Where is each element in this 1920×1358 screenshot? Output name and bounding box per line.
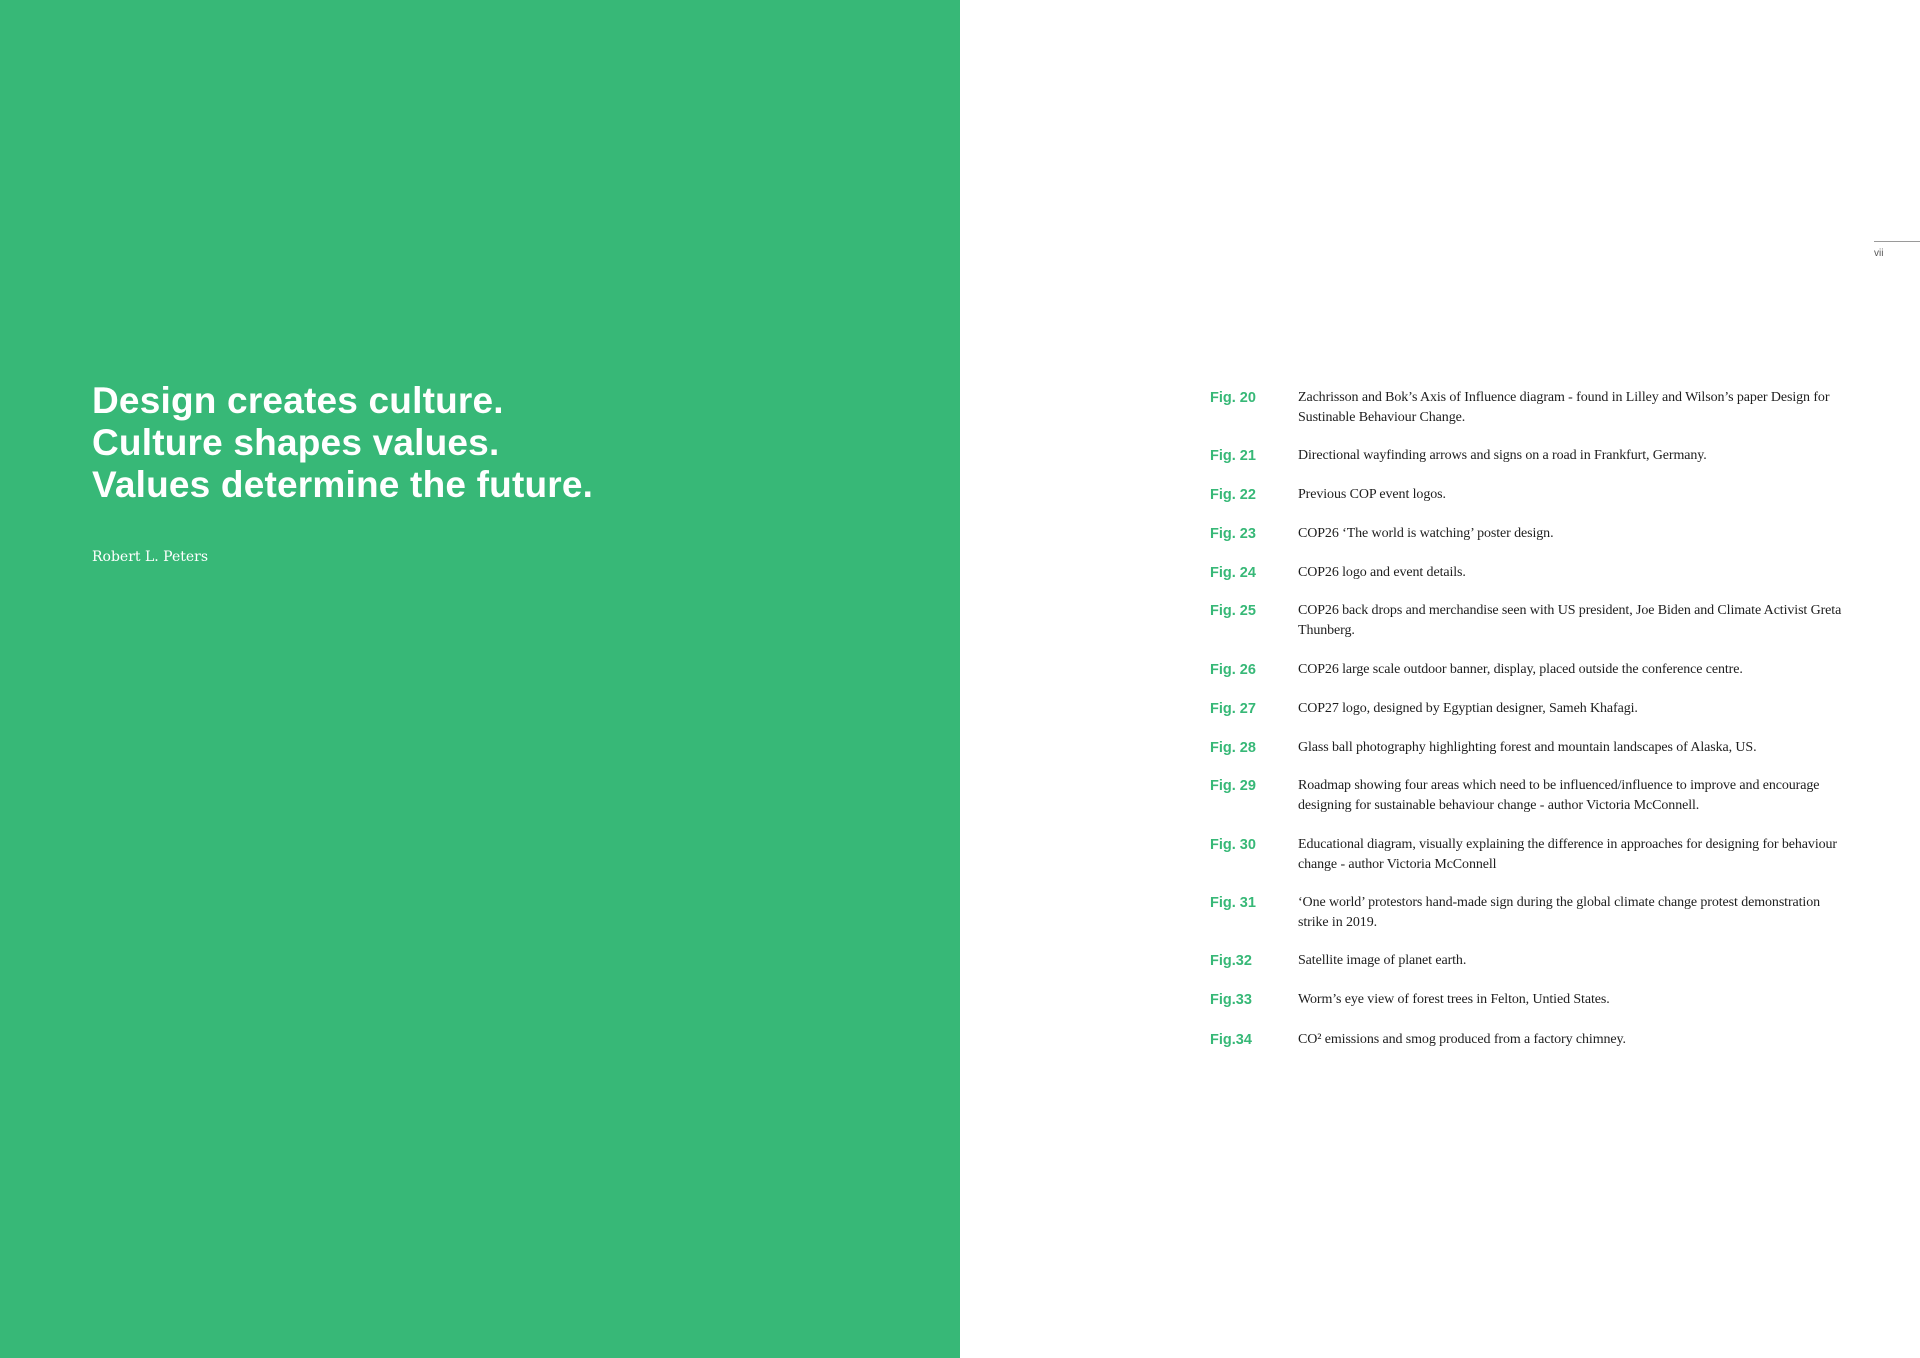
figure-label: Fig. 27 [1210,701,1256,717]
page-number-rule [1874,241,1920,242]
figure-description: Educational diagram, visually explaining the difference in approaches for designing for behaviour change - author Victoria McConnell [1298,837,1837,872]
figure-description: CO² emissions and smog produced from a factory chimney. [1298,1032,1626,1047]
figure-item-30 [1210,835,1850,893]
quote-line-1: Design creates culture. [92,380,504,421]
figure-description: COP26 large scale outdoor banner, display, placed outside the conference centre. [1298,662,1743,677]
quote-line-2: Culture shapes values. [92,422,500,463]
figure-description: COP27 logo, designed by Egyptian designer, Sameh Khafagi. [1298,701,1638,716]
figure-label: Fig. 28 [1210,740,1256,756]
figure-description: ‘One world’ protestors hand-made sign during the global climate change protest demonstration strike in 2019. [1298,895,1821,930]
figure-item-25 [1210,601,1850,660]
figure-label: Fig. 29 [1210,778,1256,794]
figure-label: Fig.34 [1210,1032,1252,1048]
figure-item-28 [1210,738,1850,776]
quote-line-3: Values determine the future. [92,464,594,505]
figure-description: Worm’s eye view of forest trees in Felton, Untied States. [1298,992,1610,1007]
figure-label: Fig. 22 [1210,487,1256,503]
right-page-figure-list [960,0,1920,1358]
figure-description: Satellite image of planet earth. [1298,953,1467,968]
figure-description: COP26 back drops and merchandise seen with US president, Joe Biden and Climate Activist Greta Thunberg. [1298,603,1842,638]
figure-item-22 [1210,485,1850,524]
figure-item-34 [1210,1030,1850,1070]
figure-label: Fig. 24 [1210,565,1256,581]
figure-description: Zachrisson and Bok’s Axis of Influence diagram - found in Lilley and Wilson’s paper Design for Sustinable Behaviour Change. [1298,390,1830,425]
figure-label: Fig. 23 [1210,526,1256,542]
figure-label: Fig. 25 [1210,603,1256,619]
figure-item-27 [1210,699,1850,738]
figure-description: Glass ball photography highlighting forest and mountain landscapes of Alaska, US. [1298,740,1757,755]
figure-list [1210,388,1850,1070]
figure-description: Roadmap showing four areas which need to be influenced/influence to improve and encourage designing for sustainable behaviour change - author Victoria McConnell. [1298,778,1820,813]
figure-description: Directional wayfinding arrows and signs on a road in Frankfurt, Germany. [1298,448,1707,463]
figure-label: Fig. 20 [1210,390,1256,406]
figure-item-33 [1210,990,1850,1030]
figure-label: Fig. 31 [1210,895,1256,911]
figure-description: COP26 logo and event details. [1298,565,1466,580]
figure-description: COP26 ‘The world is watching’ poster design. [1298,526,1554,541]
figure-label: Fig. 30 [1210,837,1256,853]
figure-label: Fig. 26 [1210,662,1256,678]
quote [92,380,593,506]
figure-item-21 [1210,446,1850,485]
figure-item-29 [1210,776,1850,835]
figure-description: Previous COP event logos. [1298,487,1446,502]
figure-item-24 [1210,563,1850,601]
figure-item-32 [1210,951,1850,990]
page-number: vii [1874,248,1884,259]
figure-label: Fig.33 [1210,992,1252,1008]
figure-item-31 [1210,893,1850,951]
quote-author: Robert L. Peters [92,549,209,565]
figure-item-23 [1210,524,1850,563]
figure-label: Fig. 21 [1210,448,1256,464]
figure-label: Fig.32 [1210,953,1252,969]
figure-item-26 [1210,660,1850,699]
figure-item-20 [1210,388,1850,446]
